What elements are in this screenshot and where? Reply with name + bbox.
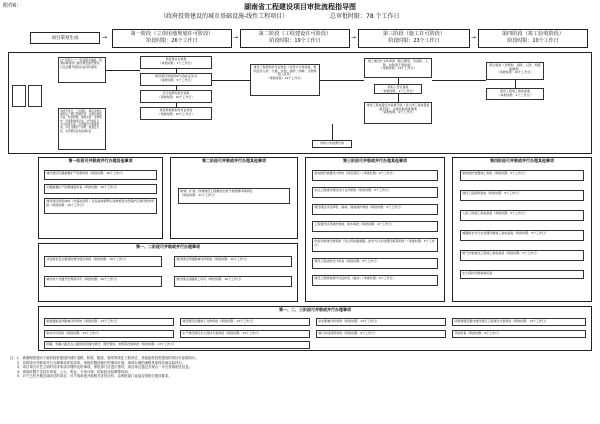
connector-line — [398, 94, 399, 102]
note-line: 注：1．该流程图适用于政府投资建设的城市道路、桥梁、隧道、管线等线性工程项目，其他政府投资建设的项目可参照执行。 — [10, 356, 199, 360]
phase-4-header — [478, 29, 588, 48]
parallel-item — [460, 270, 584, 279]
parallel-item — [312, 170, 438, 181]
phase-3-header — [358, 29, 470, 48]
parallel-item-days: （审批时限：5个工作日） — [314, 238, 435, 247]
parallel-item-days: （审批时限：9个工作日） — [362, 170, 396, 175]
phase1-box-2-days: （审批时限：5个工作日） — [158, 77, 194, 82]
phase1-box-3-days: （审批时限：10个工作日） — [157, 94, 195, 99]
phase-3-name: 第三阶段（施工许可阶段） — [382, 31, 446, 37]
stage123-item — [44, 318, 174, 326]
connector-line — [212, 80, 250, 81]
phase4-box-2 — [486, 88, 544, 100]
section-title: 第一阶段可并联或并行办理其他事项 — [68, 158, 133, 163]
stage123-item — [44, 341, 310, 349]
stage123-item — [180, 330, 310, 338]
phase-2-duration: 阶段时限：19个工作日 — [269, 38, 321, 44]
stage12-item-days: （审批时限：10个工作日） — [91, 256, 129, 261]
section-title: 第二阶段可并联或并行办理其他事项 — [202, 158, 266, 163]
parallel-item-text: 建设工程消防验收 — [462, 190, 487, 195]
stage123-item — [452, 318, 586, 326]
stage123-item-days: （审批时限：13个工作日） — [224, 330, 262, 335]
phase3-box-1 — [364, 58, 432, 78]
shared-service-box — [312, 140, 352, 148]
stage12-item — [174, 256, 292, 267]
stage123-item-days: （审批时限：13个工作日） — [82, 318, 120, 323]
stage12-item-text: 建设项目环境影响评价审批 — [176, 256, 213, 261]
section-title: 第三阶段可并联或并行办理其他事项 — [343, 158, 407, 163]
parallel-item — [460, 170, 584, 181]
parallel-item-text: 新建、扩建、改建建设工程避免危害气象探测环境审批 — [180, 188, 253, 193]
phase1-box-3 — [140, 90, 212, 103]
parallel-item-days: （审批时限：10个工作日） — [82, 184, 120, 189]
stage123-item — [316, 318, 446, 326]
stage123-item-text: 节能审查 — [454, 330, 467, 335]
section-title: 第一、二、三阶段可并联或并行办理事项 — [279, 307, 351, 312]
stage12-item-days: （审批时限：10个工作日） — [212, 256, 250, 261]
arrow-icon: → — [233, 34, 239, 41]
parallel-item-text: 建设工程规划类许可证核发（临时） — [314, 275, 363, 280]
parallel-item-text: 雷电防护装置设计审核（特定项目） — [314, 170, 363, 175]
parallel-item-days: （审批时限：5个工作日） — [513, 230, 549, 235]
stage12-item — [44, 276, 162, 287]
arrow-icon: → — [102, 34, 108, 41]
parallel-item-text: 雷电防护装置竣工验收 — [462, 170, 493, 175]
parallel-item-text: 建设工程消防设计审查 — [314, 258, 345, 263]
parallel-item — [460, 250, 584, 261]
phase4-box-1-text: 联合验收（含规划、消防、人防、档案等事项） — [489, 62, 541, 71]
phase4-box-2-text: 建设工程竣工验收备案 — [499, 88, 530, 93]
note-line: 5．对于已经开展区域评估的项目，可不再单独开展相关评估评价，由审批部门直接告知相关建设要求。 — [17, 374, 172, 379]
parallel-item — [312, 238, 438, 252]
stage123-item — [180, 318, 310, 326]
stage123-item — [316, 330, 446, 338]
phase1-box-4-days: （审批时限：10个工作日） — [157, 111, 195, 116]
connector-line — [320, 80, 364, 81]
stage123-item-text: 跨越、穿越公路及在公路用地范围内架设、埋设管线、电缆等设施审批 — [46, 341, 140, 346]
parallel-item — [460, 210, 584, 221]
stage123-item-text: 取水许可审批 — [46, 330, 65, 335]
parallel-item — [312, 187, 438, 198]
phase1-box-4-text: 建设用地规划许可证核发 — [159, 107, 193, 112]
parallel-item-days: （审批时限：5个工作日） — [504, 250, 540, 255]
page-subtitle: （政府投资建设的城市基础设施-线性工程项目） — [160, 13, 289, 20]
stage12-item-days: （审批时限：10个工作日） — [82, 276, 120, 281]
parallel-item-text: 水运工程建设项目设计文件审批 — [314, 187, 357, 192]
stage12-section — [38, 243, 298, 302]
phase-1-header — [112, 29, 232, 48]
phase2-box-1-text: 建设工程规划许可证核发（含设计方案审查，组织征求人防、交通、水利、消防、园林、文物等部门意见） — [253, 64, 317, 77]
parallel-item — [312, 258, 438, 269]
stage123-item-text: 航道通航条件影响评价审核 — [46, 318, 83, 323]
parallel-item-days: （审批时限：10个工作日） — [88, 170, 126, 175]
parallel-item — [460, 230, 584, 241]
parallel-item-text: 工程建设涉及城市绿地、树木审批 — [314, 221, 360, 226]
parallel-item-text: 建设项目使用林地（含临时使用）及在森林和野生动物类型自然保护区建设审核审批 — [46, 198, 155, 207]
page-title: 湖南省工程建设项目审批流程指导图 — [244, 3, 356, 11]
parallel-item-text: 人防工程竣工验收备案 — [462, 210, 493, 215]
parallel-item-days: （审批时限：9个工作日） — [359, 221, 395, 226]
parallel-item-days: （审批时限：9个工作日） — [362, 275, 396, 280]
note-line: 4．审批时限不含技术审查、公示、听证、专家评审、招标拍卖挂牌等时间。 — [17, 369, 132, 374]
shared-service-label: 市场公共资源交易 — [319, 141, 344, 146]
stage12-item-text: 建设项目涉路施工许可 — [176, 276, 207, 281]
parallel-item-days: （审批时限：5个工作日） — [486, 190, 522, 195]
parallel-item-text: 城镇排水与污水处理设施竣工验收备案 — [462, 230, 514, 235]
section-title: 第四阶段可并联或并行办理其他事项 — [490, 158, 554, 163]
phase3-box-2-text: 招标人登记备案 — [387, 84, 409, 89]
phase-2-header — [240, 29, 350, 48]
phase-1-name: 第一阶段（立项用地规划许可阶段） — [130, 31, 214, 37]
parallel-item-days: （审批时限：5个工作日） — [368, 204, 404, 209]
phase1-box-2-text: 建设项目用地预审与选址意见书 — [154, 73, 197, 78]
parallel-item — [312, 204, 438, 215]
parallel-item-text: 压覆重要矿产资源储量审查 — [46, 184, 83, 189]
connector-line — [432, 80, 486, 81]
parallel-item — [44, 170, 157, 180]
phase2-box-1 — [250, 64, 320, 96]
section-title: 第一、二阶段可并联或并行办理事项 — [136, 244, 200, 249]
stage123-item-days: （审批时限：13个工作日） — [139, 341, 177, 346]
phase-3-duration: 阶段时限：23个工作日 — [388, 38, 440, 44]
arrow-icon: → — [351, 34, 357, 41]
stage12-item — [44, 256, 162, 267]
phase3-box-1-days: （审批时限：13个工作日） — [379, 66, 417, 71]
parallel-item — [44, 198, 157, 214]
phase1-box-1-days: （审批时限：1个工作日） — [158, 60, 194, 65]
phase-1-duration: 阶段时限：26个工作日 — [146, 38, 198, 44]
phase-4-duration: 阶段时限：10个工作日 — [507, 38, 559, 44]
note-line: 3．项目单位可在立项时同步申请办理涉及的事项，审批部门应进行指导，项目单位通过多规合一平台获取相关信息。 — [17, 365, 193, 370]
parallel-item-text: 燃气设施建设工程竣工验收备案 — [462, 250, 505, 255]
connector-line — [106, 70, 140, 71]
phase3-box-3-days: （审批时限：9个工作日） — [380, 110, 416, 115]
planning-box-2-text: 各类开发区、工业园区、新区实施区域评估。施行区域评估，完善区域性评估，防洪影响、地质灾害、文物保护、环境影响等评估，对气候可行、水土保持方案、涉河建设方案等审查，涉及压覆矿产资源、地震安全性、水资源论证等区域评估 — [60, 109, 102, 133]
stage123-item-text: 生产建设项目水土保持方案审批 — [182, 330, 225, 335]
stage12-item — [174, 276, 292, 287]
phase4-box-1-days: （审批时限：10个工作日） — [496, 70, 534, 75]
connector-line — [515, 80, 516, 88]
stage123-item-text: 港口岸线使用审批 — [318, 330, 343, 335]
parallel-item — [312, 221, 438, 232]
stage123-item-text: 建设项目压覆地下文物审批 — [182, 318, 219, 323]
phase1-box-1-text: 项目建议书审批 — [165, 56, 187, 61]
planning-box-2 — [58, 108, 106, 150]
phase1-box-3-text: 可行性研究报告审批 — [162, 90, 190, 95]
phase3-box-2-days: （审批时限：1个工作日） — [380, 88, 416, 93]
stage12-item-text: 涉及国家安全事项的建设项目审批 — [46, 256, 92, 261]
phase3-box-3 — [364, 102, 432, 124]
phase3-box-1-text: 施工图设计文件审查（联合图审，含消防、人防、技防等专项审查） — [367, 58, 428, 67]
note-line: 2．各阶段可并联或并行办理事项详见清单，审批时限按最长的事项计算，事项办理的流程具体按各地实际执行。 — [17, 360, 186, 365]
planning-header — [30, 32, 100, 44]
parallel-item-days: （审批时限：11个工作日） — [180, 192, 218, 197]
phase3-box-3-text: 建设工程质量安全监督手续（含人防工程质量监督手续）、办理并联审批事项 — [366, 102, 430, 111]
stage123-item-days: （审批时限：13个工作日） — [218, 318, 256, 323]
parallel-item-days: （审批时限：5个工作日） — [492, 210, 528, 215]
parallel-item-days: （审批时限：5个工作日） — [356, 187, 392, 192]
phase-2-name: 第二阶段（工程建设许可阶段） — [258, 31, 332, 37]
stage123-item-days: （审批时限：13个工作日） — [64, 330, 102, 335]
planning-header-label: 项目策划生成 — [51, 36, 79, 41]
phase4-box-2-days: （审批时限：1个工作日） — [497, 92, 533, 97]
stage123-item-text: 河道管理范围内建设项目工程建设方案审批 — [454, 318, 512, 323]
parallel-item-text: 建设项目涉及草原、森林、湿地保护审批 — [314, 204, 369, 209]
stage123-item — [44, 330, 174, 338]
phase-4-name: 第四阶段（竣工验收阶段） — [501, 31, 565, 37]
parallel-item-text: 市政设施建设类审批（含占用挖掘道路、排水与污水处理设施等审批） — [314, 238, 408, 243]
planning-box-1 — [58, 57, 106, 83]
parallel-item — [312, 275, 438, 286]
parallel-item-text: 建设项目压覆重要矿产资源审批 — [46, 170, 89, 175]
stage123-item-days: （审批时限：13个工作日） — [511, 318, 549, 323]
arrow-icon: → — [471, 34, 477, 41]
phase2-box-1-days: （审批时限：19个工作日） — [266, 76, 304, 81]
parallel-item-text: 水土保持设施验收报备 — [462, 270, 493, 275]
phase1-box-1 — [140, 56, 212, 69]
attachment-label: 附件6： — [3, 3, 22, 9]
stage12-item-days: （审批时限：10个工作日） — [206, 276, 244, 281]
stage123-item-days: （审批时限：9个工作日） — [342, 330, 378, 335]
parallel-item-days: （审批时限：10个工作日） — [49, 202, 87, 207]
stage123-item-text: 洪水影响评价审批 — [318, 318, 343, 323]
parallel-item — [460, 190, 584, 201]
stage123-item-days: （审批时限：9个工作日） — [466, 330, 502, 335]
notes-block — [10, 356, 590, 379]
stage12-item-text: 城市地下交通开发利用许可 — [46, 276, 83, 281]
phase1-box-2 — [140, 73, 212, 86]
planning-side-box — [12, 85, 26, 107]
total-duration: 总审批时限：78 个工作日 — [330, 13, 400, 20]
parallel-item — [178, 188, 290, 204]
stage123-item — [452, 330, 586, 338]
connector-line — [332, 124, 333, 140]
parallel-item-days: （审批时限：5个工作日） — [492, 170, 528, 175]
planning-side-box — [28, 85, 42, 107]
planning-box-1-text: 以"多规合一"一张蓝图为基础，统筹协调各部门提出项目建设条件，以及需要开展的评估评价事项 — [60, 57, 103, 69]
phase4-box-1 — [486, 62, 544, 80]
parallel-item — [44, 184, 157, 194]
phase1-box-4 — [140, 107, 212, 120]
parallel-item-days: （审批时限：9个工作日） — [344, 258, 380, 263]
stage123-item-days: （审批时限：13个工作日） — [342, 318, 380, 323]
phase3-box-2 — [374, 84, 422, 94]
